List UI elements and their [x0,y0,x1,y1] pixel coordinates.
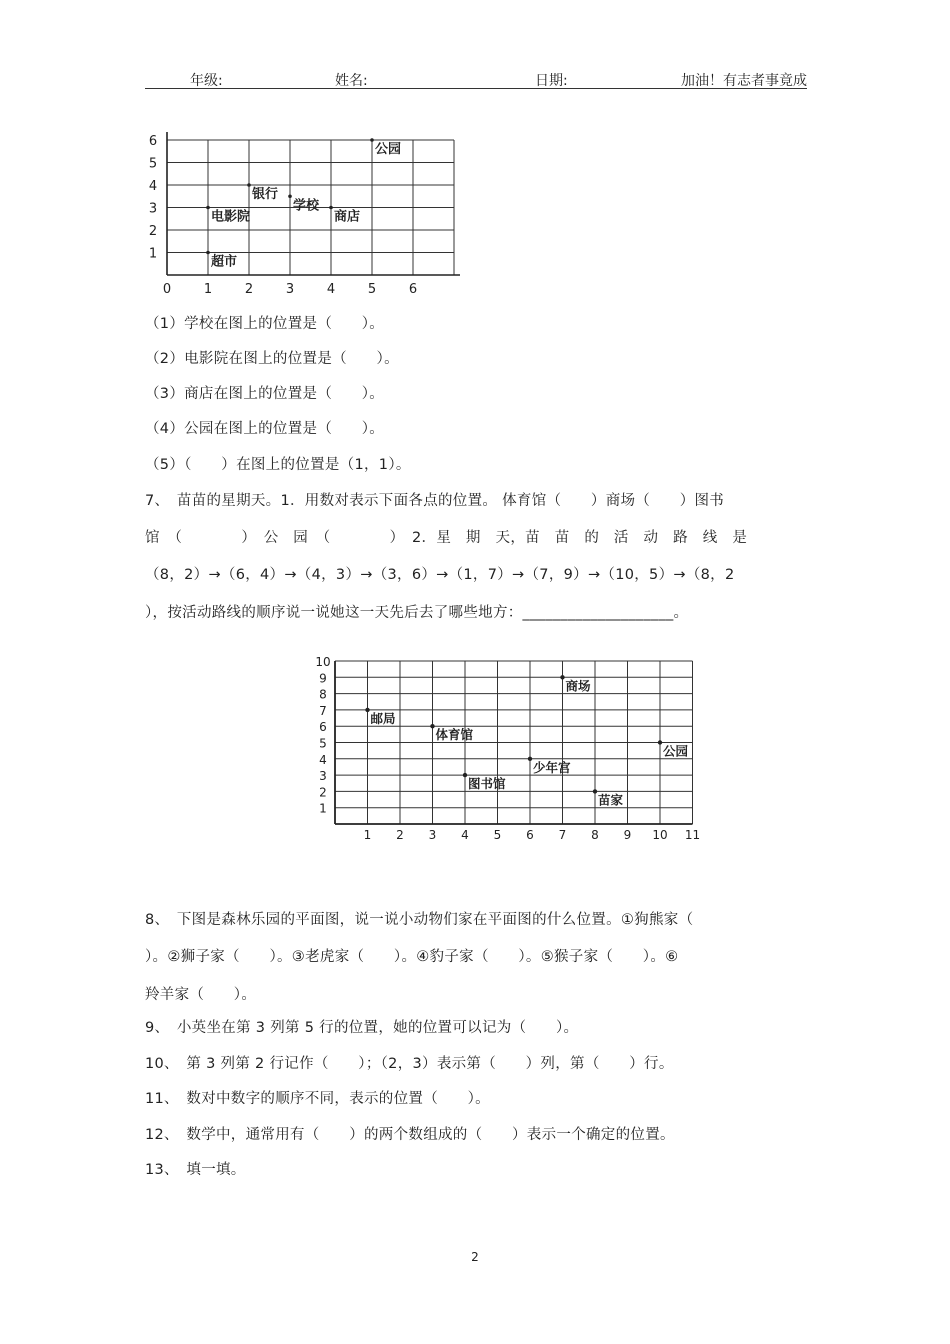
grid2-y-tick: 8 [319,687,327,702]
map-grid-2 [305,648,715,848]
grid2-x-tick: 1 [363,828,372,842]
grid2-y-tick: 1 [319,801,327,816]
grid1-x-tick: 0 [162,282,172,297]
grid1-y-tick: 5 [148,156,158,172]
grid2-label: 苗家 [598,792,624,808]
grid2-x-tick: 6 [526,828,534,842]
grid2-point [658,740,662,744]
grid2-x-tick: 7 [558,828,567,842]
grid2-x-tick: 9 [623,828,632,842]
grid2-y-tick: 6 [319,720,327,735]
grid2-y-tick: 2 [319,785,327,800]
q6-item-5: （5）（ ）在图上的位置是（1，1）。 [145,457,411,473]
grid1-label: 学校 [293,198,320,214]
grid2-y-tick: 9 [319,671,327,686]
grid1-label: 公园 [375,142,402,157]
grid1-y-tick: 3 [148,201,158,217]
grid2-point [528,757,532,761]
grid1-label: 商店 [334,209,361,225]
grid1-x-tick: 6 [408,282,418,297]
grid2-x-tick: 8 [591,828,599,842]
q6-item-3: （3）商店在图上的位置是（ ）。 [145,386,385,402]
grid1-point [247,183,251,187]
grid1-y-tick: 6 [148,134,158,149]
grid2-x-tick: 10 [652,828,668,842]
grid1-point [288,194,292,198]
q8-line-1: 8、 下图是森林乐园的平面图，说一说小动物们家在平面图的什么位置。①狗熊家（ [145,912,694,928]
grid1-label: 电影院 [211,209,251,225]
grid1-x-tick: 1 [203,282,213,297]
q13: 13、 填一填。 [145,1162,246,1178]
header-name: 姓名: [335,73,368,89]
grid2-label: 邮局 [370,710,396,726]
grid1-y-tick: 4 [148,179,158,194]
grid2-label: 少年宫 [533,759,571,775]
q8-line-3: 羚羊家（ ）。 [145,987,257,1003]
grid2-y-tick: 3 [319,769,327,784]
map-grid-1 [140,125,460,300]
grid2-label: 商场 [565,678,591,694]
q7-line-1: 7、 苗苗的星期天。1．用数对表示下面各点的位置。 体育馆（ ）商场（ ）图书 [145,493,725,509]
grid2-y-tick: 7 [319,703,327,718]
grid1-x-tick: 3 [285,282,295,297]
grid2-x-tick: 4 [461,828,469,842]
grid1-x-tick: 5 [367,282,377,297]
q7-line-4: ），按活动路线的顺序说一说她这一天先后去了哪些地方：____________________。 [145,605,689,621]
grid2-point [593,789,597,793]
page-number: 2 [471,1250,479,1264]
grid2-label: 图书馆 [468,776,506,792]
grid2-y-tick: 10 [315,655,331,669]
header-grade: 年级: [190,73,223,89]
header-date: 日期: [535,73,568,89]
grid2-y-tick: 5 [319,736,327,751]
grid2-x-tick: 3 [428,828,437,842]
q11: 11、 数对中数字的顺序不同，表示的位置（ ）。 [145,1091,490,1107]
grid2-point [560,675,564,679]
q7-line-2: 馆 （ ） 公 园 （ ） 2．星 期 天，苗 苗 的 活 动 路 线 是 [145,530,748,546]
grid1-point [370,138,374,142]
q8-line-2: ）。②狮子家（ ）。③老虎家（ ）。④豹子家（ ）。⑤猴子家（ ）。⑥ [145,949,679,965]
grid2-label: 公园 [663,743,689,759]
grid1-x-tick: 4 [326,282,336,297]
grid1-label: 银行 [252,187,279,202]
grid2-point [463,773,467,777]
q10: 10、 第 3 列第 2 行记作（ ）；（2，3）表示第（ ）列，第（ ）行。 [145,1056,674,1072]
grid1-point [329,206,333,210]
q6-item-4: （4）公园在图上的位置是（ ）。 [145,421,385,437]
grid2-label: 体育馆 [435,727,474,743]
q7-line-3: （8，2）→（6，4）→（4，3）→（3，6）→（1，7）→（7，9）→（10，5）→（8，2 [145,567,735,583]
q6-item-1: （1）学校在图上的位置是（ ）。 [145,316,385,332]
grid1-label: 超市 [211,254,238,270]
grid2-x-tick: 5 [493,828,502,842]
grid2-x-tick: 11 [684,828,701,842]
grid1-y-tick: 2 [148,224,158,239]
grid1-y-tick: 1 [148,246,158,262]
page-header [145,70,807,89]
q6-item-2: （2）电影院在图上的位置是（ ）。 [145,351,399,367]
grid1-point [206,251,210,255]
q12: 12、 数学中，通常用有（ ）的两个数组成的（ ）表示一个确定的位置。 [145,1127,675,1143]
grid2-point [430,724,434,728]
header-motto: 加油！有志者事竟成 [681,73,807,89]
grid2-point [365,708,369,712]
grid1-point [206,206,210,210]
grid1-x-tick: 2 [244,282,254,297]
q9: 9、 小英坐在第 3 列第 5 行的位置，她的位置可以记为（ ）。 [145,1020,579,1036]
grid2-x-tick: 2 [396,828,404,842]
grid2-y-tick: 4 [319,752,327,767]
